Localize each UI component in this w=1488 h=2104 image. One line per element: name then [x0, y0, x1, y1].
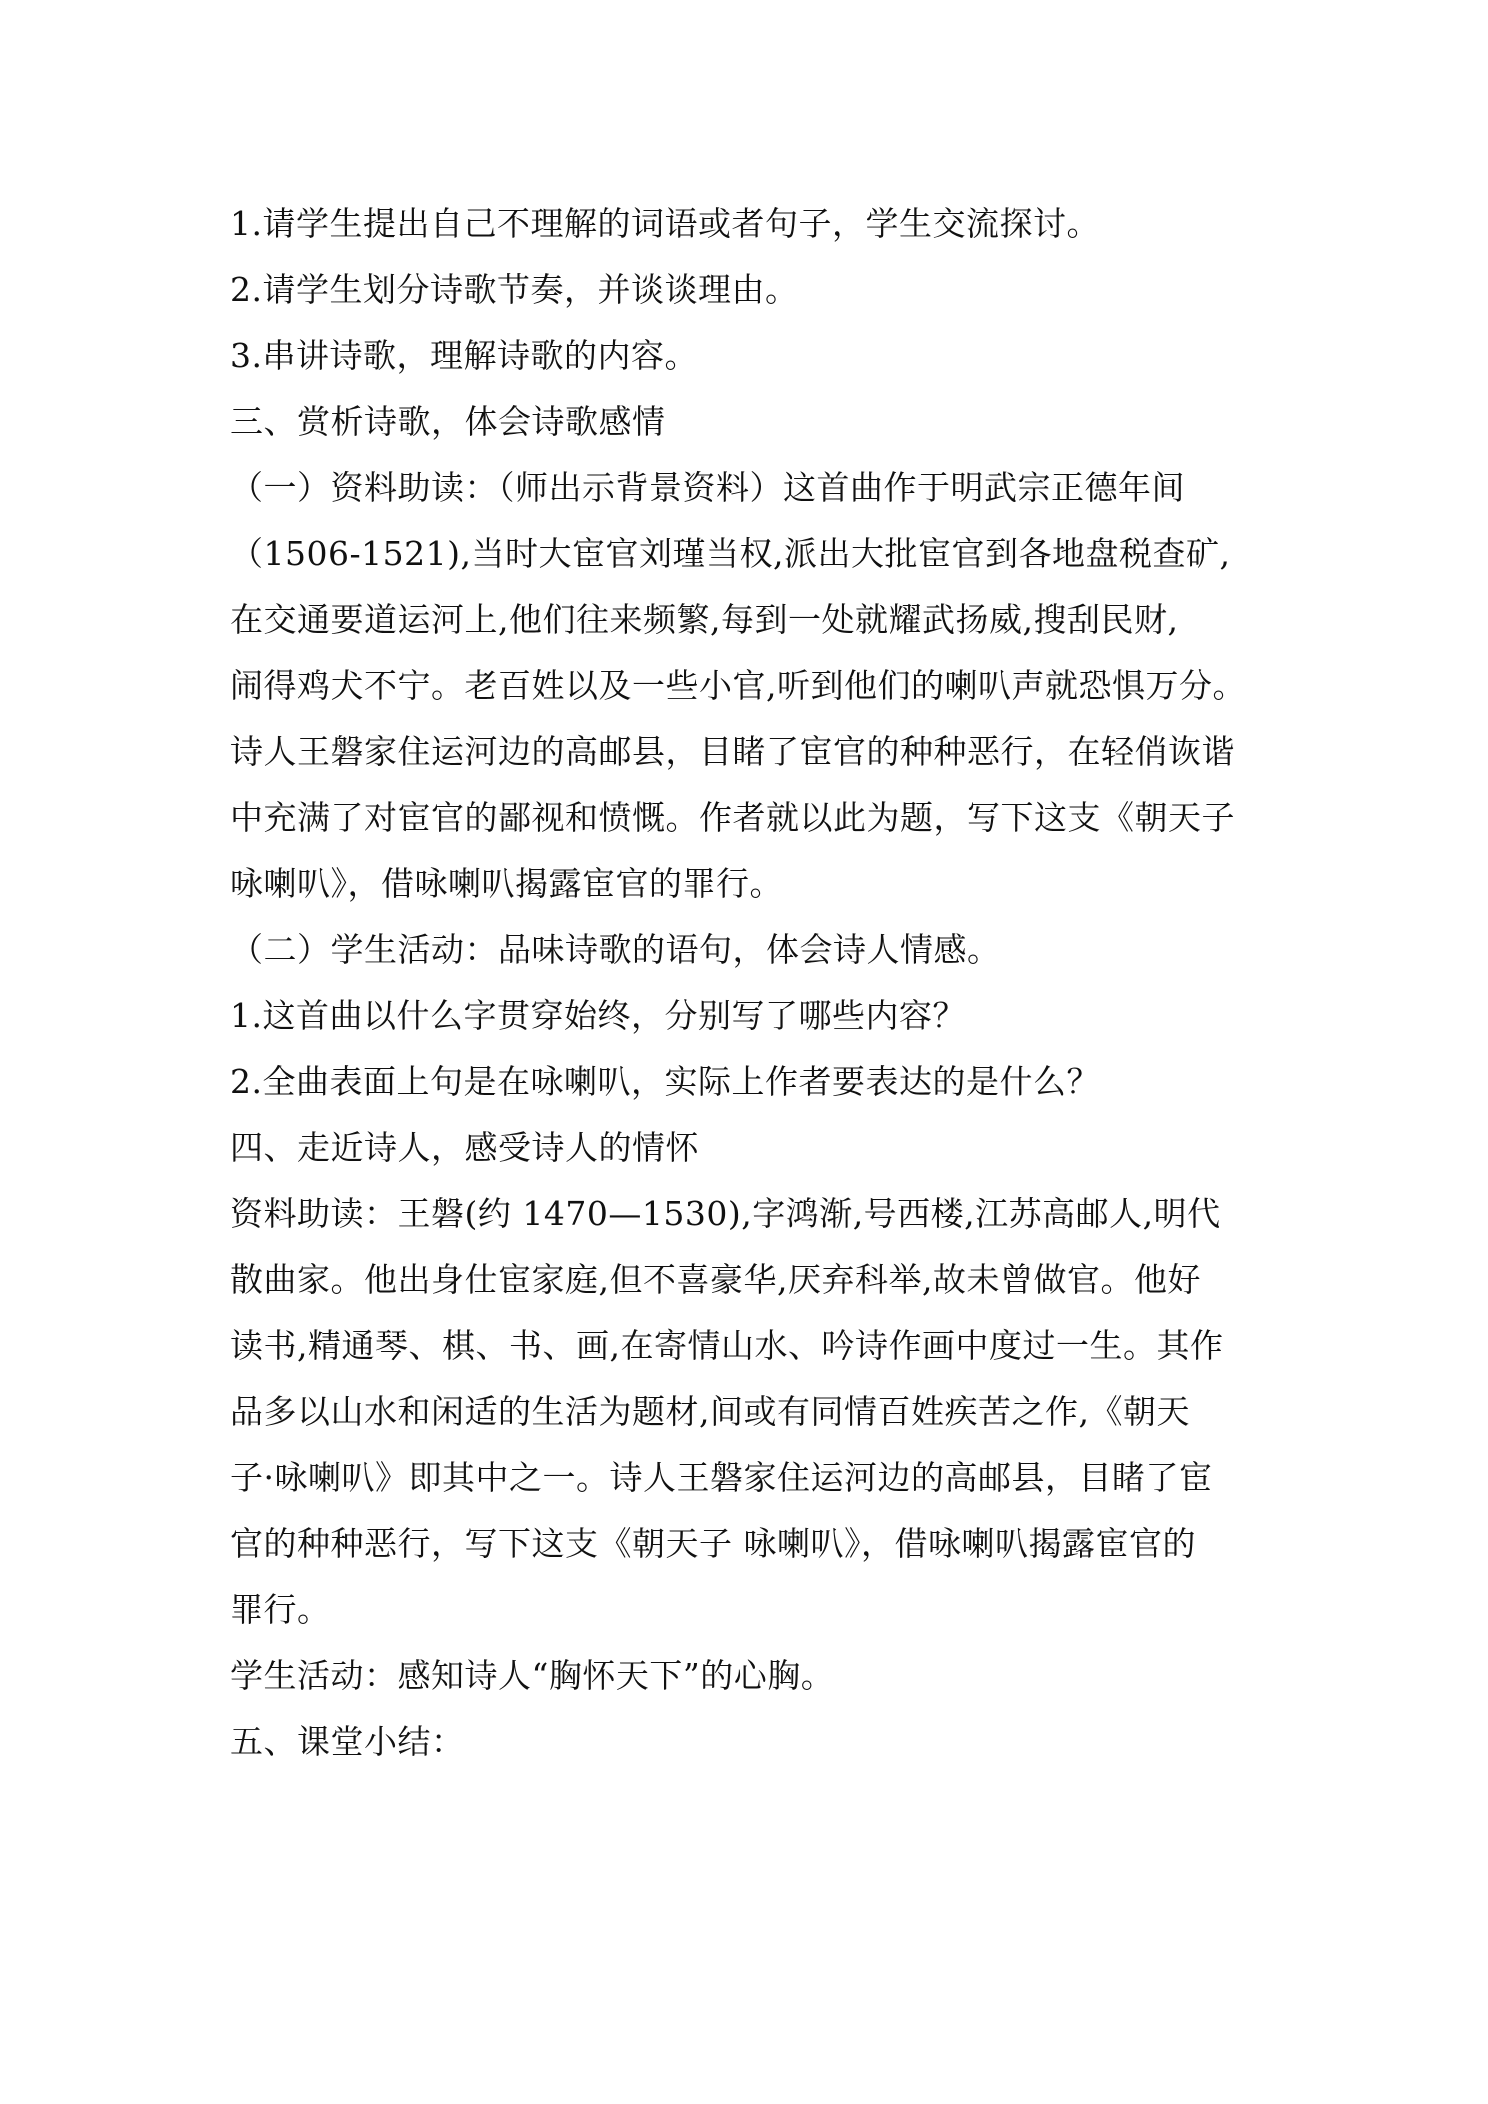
text-line: 中充满了对宦官的鄙视和愤慨。作者就以此为题，写下这支《朝天子	[230, 798, 1235, 837]
text-line: 品多以山水和闲适的生活为题材,间或有同情百姓疾苦之作,《朝天	[230, 1392, 1190, 1431]
text-line: 读书,精通琴、棋、书、画,在寄情山水、吟诗作画中度过一生。其作	[230, 1326, 1224, 1365]
text-line: 闹得鸡犬不宁。老百姓以及一些小官,听到他们的喇叭声就恐惧万分。	[230, 666, 1246, 705]
text-line: 官的种种恶行，写下这支《朝天子 咏喇叭》，借咏喇叭揭露宦官的	[230, 1524, 1196, 1563]
section-heading: 五、课堂小结：	[230, 1722, 465, 1761]
section-heading: 三、赏析诗歌，体会诗歌感情	[230, 402, 666, 441]
subsection-heading: （二）学生活动：品味诗歌的语句，体会诗人情感。	[230, 930, 1001, 969]
text-line: 1.这首曲以什么字贯穿始终，分别写了哪些内容？	[230, 996, 966, 1035]
text-line: 咏喇叭》，借咏喇叭揭露宦官的罪行。	[230, 864, 783, 903]
text-line: 2.请学生划分诗歌节奏，并谈谈理由。	[230, 270, 799, 309]
text-line: 罪行。	[230, 1590, 331, 1629]
text-line: 诗人王磐家住运河边的高邮县，目睹了宦官的种种恶行，在轻俏诙谐	[230, 732, 1235, 771]
text-line: 3.串讲诗歌，理解诗歌的内容。	[230, 336, 698, 375]
text-line: 1.请学生提出自己不理解的词语或者句子，学生交流探讨。	[230, 204, 1100, 243]
section-heading: 四、走近诗人，感受诗人的情怀	[230, 1128, 699, 1167]
text-line: 在交通要道运河上,他们往来频繁,每到一处就耀武扬威,搜刮民财,	[230, 600, 1179, 639]
text-line: 子·咏喇叭》即其中之一。诗人王磐家住运河边的高邮县，目睹了宦	[230, 1458, 1213, 1497]
subsection-heading: （一）资料助读：（师出示背景资料）这首曲作于明武宗正德年间	[230, 468, 1185, 507]
text-line: 散曲家。他出身仕宦家庭,但不喜豪华,厌弃科举,故未曾做官。他好	[230, 1260, 1201, 1299]
text-line: （1506-1521),当时大宦官刘瑾当权,派出大批宦官到各地盘税查矿,	[230, 534, 1231, 573]
text-line: 资料助读：王磐(约 1470—1530),字鸿渐,号西楼,江苏高邮人,明代	[230, 1194, 1221, 1233]
text-line: 2.全曲表面上句是在咏喇叭，实际上作者要表达的是什么？	[230, 1062, 1100, 1101]
text-line: 学生活动：感知诗人“胸怀天下”的心胸。	[230, 1656, 835, 1695]
